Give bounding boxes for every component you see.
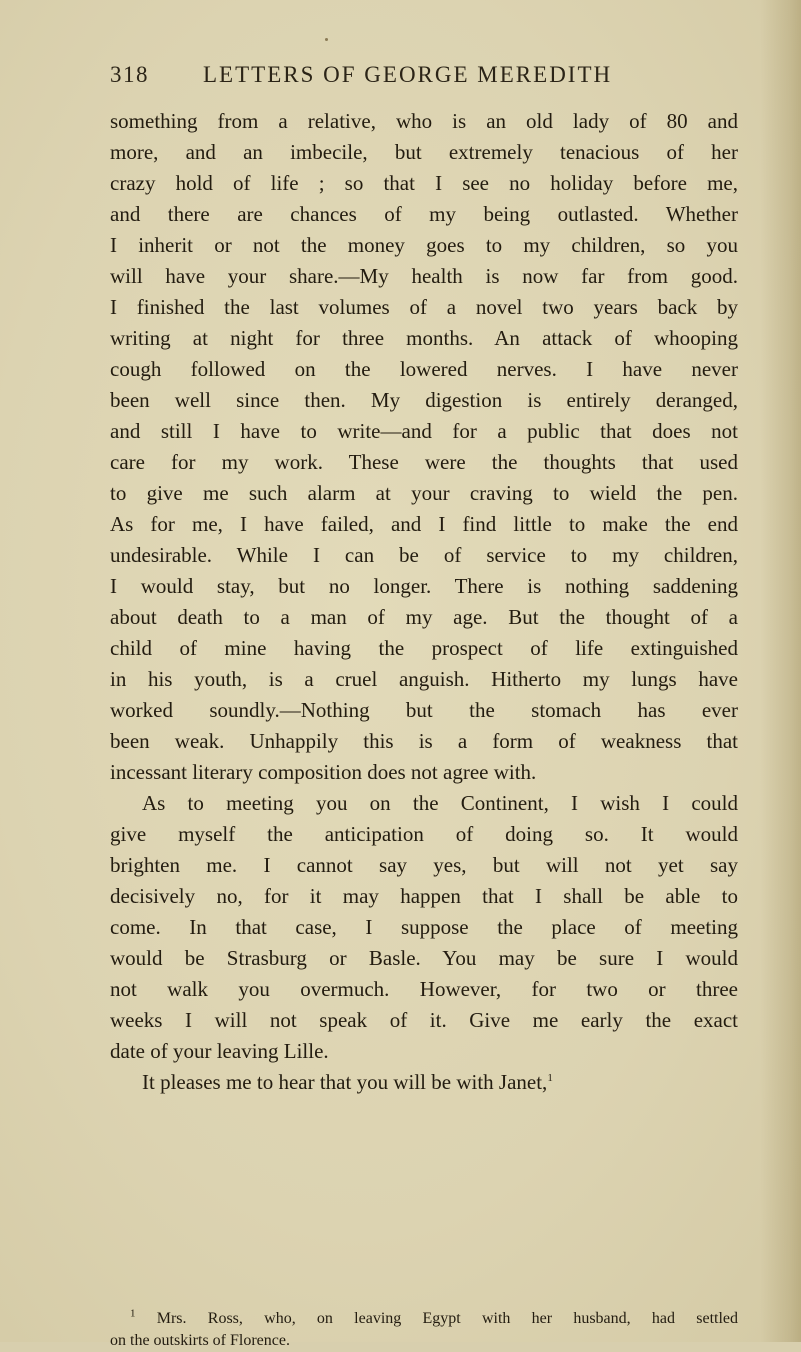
text-line: will have your share.—My health is now far from good. <box>110 264 738 288</box>
text-line: and there are chances of my being outlasted. Whether <box>110 202 738 226</box>
footnote-text: Mrs. Ross, who, on leaving Egypt with her husband, had settled <box>156 1310 739 1327</box>
text-line: undesirable. While I can be of service to my children, <box>110 543 738 567</box>
text-line: to give me such alarm at your craving to wield the pen. <box>110 481 738 505</box>
text-line: come. In that case, I suppose the place of meeting <box>110 915 738 939</box>
text-line: I finished the last volumes of a novel two years back by <box>110 295 738 319</box>
text-line: decisively no, for it may happen that I shall be able to <box>110 884 738 908</box>
text-line: date of your leaving Lille. <box>110 1039 329 1063</box>
letter-body <box>110 106 738 1098</box>
text-line: I inherit or not the money goes to my children, so you <box>110 233 738 257</box>
text-line: in his youth, is a cruel anguish. Hitherto my lungs have <box>110 667 738 691</box>
footnote <box>110 1308 738 1352</box>
text-line: cough followed on the lowered nerves. I have never <box>110 357 738 381</box>
text-line: something from a relative, who is an old lady of 80 and <box>110 109 738 133</box>
footnote-line <box>110 1308 738 1330</box>
text-line: It pleases me to hear that you will be with Janet, <box>142 1070 548 1094</box>
footnote-reference: 1 <box>547 1072 553 1084</box>
text-line: child of mine having the prospect of life extinguished <box>110 636 738 660</box>
running-title: LETTERS OF GEORGE MEREDITH <box>203 62 613 87</box>
text-line: brighten me. I cannot say yes, but will not yet say <box>110 853 738 877</box>
footnote-marker: 1 <box>130 1307 136 1320</box>
text-line: more, and an imbecile, but extremely tenacious of her <box>110 140 738 164</box>
text-line: incessant literary composition does not agree with. <box>110 760 537 784</box>
text-line: As for me, I have failed, and I find little to make the end <box>110 512 738 536</box>
text-line: not walk you overmuch. However, for two or three <box>110 977 738 1001</box>
text-line: worked soundly.—Nothing but the stomach has ever <box>110 698 738 722</box>
text-line: about death to a man of my age. But the thought of a <box>110 605 738 629</box>
text-line: crazy hold of life ; so that I see no holiday before me, <box>110 171 738 195</box>
text-line: I would stay, but no longer. There is nothing saddening <box>110 574 738 598</box>
footnote-line: on the outskirts of Florence. <box>110 1332 290 1349</box>
running-header <box>110 62 750 92</box>
text-line: and still I have to write—and for a public that does not <box>110 419 738 443</box>
text-line: give myself the anticipation of doing so. It would <box>110 822 738 846</box>
text-line-with-footnote-ref <box>110 1067 738 1098</box>
text-line: been weak. Unhappily this is a form of weakness that <box>110 729 738 753</box>
text-line: been well since then. My digestion is entirely deranged, <box>110 388 738 412</box>
text-line: care for my work. These were the thoughts that used <box>110 450 738 474</box>
print-speck <box>325 38 328 41</box>
text-line: weeks I will not speak of it. Give me early the exact <box>110 1008 738 1032</box>
text-line: writing at night for three months. An attack of whooping <box>110 326 738 350</box>
text-line: As to meeting you on the Continent, I wish I could <box>142 791 738 815</box>
page-number: 318 <box>110 62 149 87</box>
text-line: would be Strasburg or Basle. You may be sure I would <box>110 946 738 970</box>
